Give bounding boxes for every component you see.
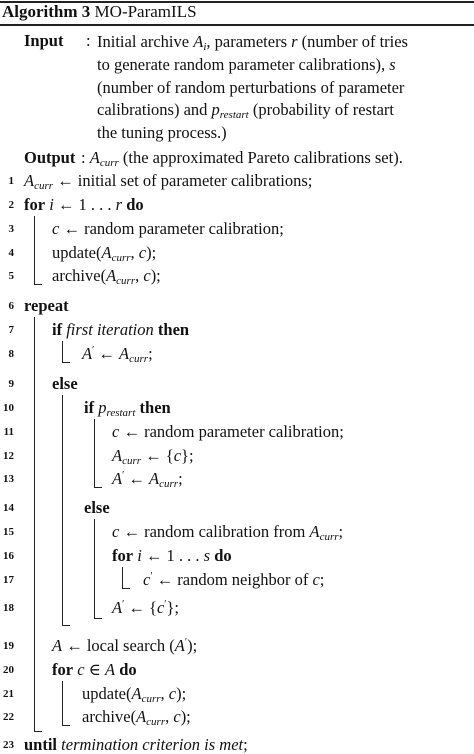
if-restart-end <box>94 487 102 488</box>
code-line-7: if first iteration then <box>52 320 190 339</box>
code-line-21: $update(A_{curr}$, c); <box>82 684 187 705</box>
else-block-end <box>62 625 70 626</box>
code-line-3: c ← random parameter calibration; <box>52 219 284 238</box>
code-line-13: A′ ← $A_{curr}$; <box>112 469 183 490</box>
line-number: 9 <box>8 378 14 390</box>
code-line-23: until termination criterion is met; <box>24 735 248 754</box>
for-inner-bar <box>122 567 123 588</box>
for-c-bar <box>62 681 63 725</box>
code-line-8: A′ ← $A_{curr}$; <box>82 344 153 365</box>
line-number: 13 <box>3 473 14 485</box>
line-number: 14 <box>3 502 14 514</box>
repeat-block-bar <box>34 317 35 731</box>
title-rule <box>0 24 474 26</box>
else-block-bar <box>62 395 63 625</box>
input-line: the tuning process.) <box>97 123 227 143</box>
line-number: 5 <box>8 270 14 282</box>
code-line-14: else <box>84 498 110 517</box>
line-number: 19 <box>3 640 14 652</box>
line-number: 10 <box>3 402 14 414</box>
line-number: 18 <box>3 602 14 614</box>
line-number: 20 <box>3 664 14 676</box>
code-line-18: A′ ← {c′}; <box>112 598 179 617</box>
code-line-17: c′ ← random neighbor of c; <box>143 570 325 589</box>
input-colon: : <box>86 31 91 50</box>
input-line: Initial archive $A_i$, parameters r (number of tries <box>97 32 408 53</box>
input-line: to generate random parameter calibrations), s <box>97 54 396 74</box>
line-number: 17 <box>3 574 14 586</box>
code-line-16: for i ← 1 . . . s do <box>112 546 232 565</box>
repeat-block-end <box>34 731 42 732</box>
code-line-10: if $p_{restart}$ then <box>84 398 171 419</box>
code-line-12: $A_{curr}$ ← {c}; <box>112 446 194 467</box>
if-block-end <box>62 362 70 363</box>
line-number: 3 <box>8 223 14 235</box>
output-description: : $A_{curr}$ (the approximated Pareto calibrations set). <box>81 148 403 169</box>
line-number: 1 <box>8 175 14 187</box>
code-line-4: $update(A_{curr}$, c); <box>52 243 157 264</box>
code-line-20: for c ∈ A do <box>52 660 137 679</box>
code-line-11: c ← random parameter calibration; <box>112 422 344 441</box>
code-line-6: repeat <box>24 296 69 315</box>
line-number: 8 <box>8 348 14 360</box>
for-block-end <box>34 284 42 285</box>
code-line-5: $archive(A_{curr}$, c); <box>52 266 161 287</box>
line-number: 7 <box>8 324 14 336</box>
for-c-end <box>62 725 70 726</box>
code-line-9: else <box>52 374 78 393</box>
algorithm-name: MO-ParamILS <box>94 2 197 21</box>
line-number: 15 <box>3 526 14 538</box>
output-keyword: Output <box>24 148 76 167</box>
algorithm-title <box>2 3 197 20</box>
if-block-bar <box>62 341 63 362</box>
code-line-2: for i ← 1 . . . r do <box>24 195 144 214</box>
code-line-22: $archive(A_{curr}$, c); <box>82 707 191 728</box>
line-number: 23 <box>3 739 14 751</box>
else-inner-bar <box>94 519 95 618</box>
for-inner-end <box>122 588 130 589</box>
input-keyword: Input <box>24 31 64 50</box>
input-line: calibrations) and $p_{restart}$ (probability of restart <box>97 100 394 122</box>
line-number: 22 <box>3 711 14 723</box>
input-description <box>97 31 474 145</box>
line-number: 16 <box>3 550 14 562</box>
else-inner-end <box>94 618 102 619</box>
code-line-15: c ← random calibration from $A_{curr}$; <box>112 522 344 543</box>
line-number: 4 <box>8 247 14 259</box>
line-number: 12 <box>3 450 14 462</box>
line-number: 21 <box>3 688 14 700</box>
if-restart-bar <box>94 419 95 487</box>
input-line: (number of random perturbations of parameter <box>97 77 405 97</box>
line-number: 2 <box>8 199 14 211</box>
code-line-19: A ← local search (A′); <box>52 636 198 655</box>
line-number: 6 <box>8 300 14 312</box>
algorithm-label: Algorithm 3 <box>2 2 91 21</box>
line-number: 11 <box>3 426 14 438</box>
code-line-1: $A_{curr}$ ← initial set of parameter calibrations; <box>24 171 313 192</box>
for-block-bar <box>34 216 35 284</box>
